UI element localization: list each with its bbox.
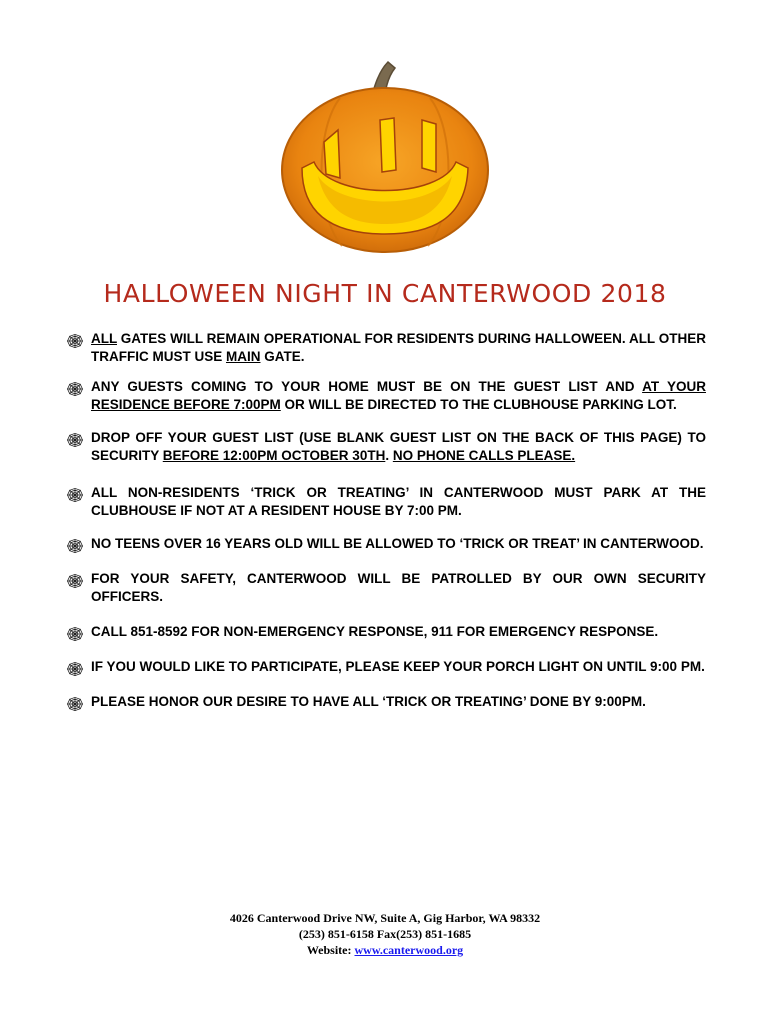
rule-text <box>91 330 706 366</box>
spider-web-icon <box>66 625 84 641</box>
text-run: GATE. <box>260 349 305 364</box>
text-run: ANY GUESTS COMING TO YOUR HOME MUST BE ON THE GUEST LIST AND <box>91 379 643 394</box>
underlined-text: ALL <box>91 331 117 346</box>
pumpkin-right-eye <box>422 120 436 172</box>
rule-text <box>91 429 706 465</box>
rules-list <box>66 330 706 711</box>
footer-website <box>0 942 770 958</box>
rule-text <box>91 570 706 606</box>
rule-text <box>91 378 706 414</box>
text-run: . <box>385 448 393 463</box>
spider-web-icon <box>66 660 84 676</box>
rule-item <box>66 658 706 676</box>
footer-address: 4026 Canterwood Drive NW, Suite A, Gig Harbor, WA 98332 <box>229 911 541 925</box>
text-run: CALL 851-8592 FOR NON-EMERGENCY RESPONSE, 911 FOR EMERGENCY RESPONSE. <box>91 624 659 639</box>
spider-web-icon <box>66 486 84 502</box>
rule-item <box>66 330 706 366</box>
spider-web-icon <box>66 332 84 348</box>
rule-item <box>66 484 706 520</box>
rule-text <box>91 693 706 711</box>
underlined-text: AT YOUR RESIDENCE BEFORE 7:00PM <box>91 379 706 412</box>
text-run: NO TEENS OVER 16 YEARS OLD WILL BE ALLOWED TO ‘TRICK OR TREAT’ IN CANTERWOOD. <box>91 536 704 551</box>
spider-web-icon <box>66 695 84 711</box>
text-run: ALL NON-RESIDENTS ‘TRICK OR TREATING’ IN CANTERWOOD MUST PARK AT THE CLUBHOUSE IF NOT AT A RESIDENT HOUSE BY 7:00 PM. <box>91 485 706 518</box>
website-label: Website: <box>306 943 352 957</box>
rule-item <box>66 570 706 606</box>
text-run: PLEASE HONOR OUR DESIRE TO HAVE ALL ‘TRICK OR TREATING’ DONE BY 9:00PM. <box>91 694 646 709</box>
text-run: GATES WILL REMAIN OPERATIONAL FOR RESIDENTS DURING HALLOWEEN. ALL OTHER TRAFFIC MUST USE <box>91 331 706 364</box>
underlined-text: NO PHONE CALLS PLEASE. <box>392 448 576 463</box>
rule-item <box>66 623 706 641</box>
rule-text <box>91 623 706 641</box>
rule-item <box>66 535 706 553</box>
footer <box>0 910 770 958</box>
spider-web-icon <box>66 431 84 447</box>
spider-web-icon <box>66 572 84 588</box>
pumpkin-illustration <box>270 50 500 255</box>
spider-web-icon <box>66 380 84 396</box>
spider-web-icon <box>66 537 84 553</box>
rule-item <box>66 378 706 414</box>
rule-text <box>91 484 706 520</box>
rule-item <box>66 693 706 711</box>
website-link[interactable]: www.canterwood.org <box>354 943 464 957</box>
footer-phone-fax: (253) 851-6158 Fax(253) 851-1685 <box>298 927 472 941</box>
text-run: IF YOU WOULD LIKE TO PARTICIPATE, PLEASE KEEP YOUR PORCH LIGHT ON UNTIL 9:00 PM. <box>91 659 705 674</box>
page-title: HALLOWEEN NIGHT IN CANTERWOOD 2018 <box>103 278 667 308</box>
rule-text <box>91 658 706 676</box>
text-run: FOR YOUR SAFETY, CANTERWOOD WILL BE PATROLLED BY OUR OWN SECURITY OFFICERS. <box>91 571 706 604</box>
text-run: DROP OFF YOUR GUEST LIST (USE BLANK GUEST LIST ON THE BACK OF THIS PAGE) TO SECURITY <box>91 430 706 463</box>
underlined-text: MAIN <box>226 349 261 364</box>
rule-text <box>91 535 706 553</box>
underlined-text: BEFORE 12:00PM OCTOBER 30TH <box>162 448 386 463</box>
rule-item <box>66 429 706 465</box>
text-run: OR WILL BE DIRECTED TO THE CLUBHOUSE PARKING LOT. <box>280 397 677 412</box>
pumpkin-center-eye <box>380 118 396 172</box>
